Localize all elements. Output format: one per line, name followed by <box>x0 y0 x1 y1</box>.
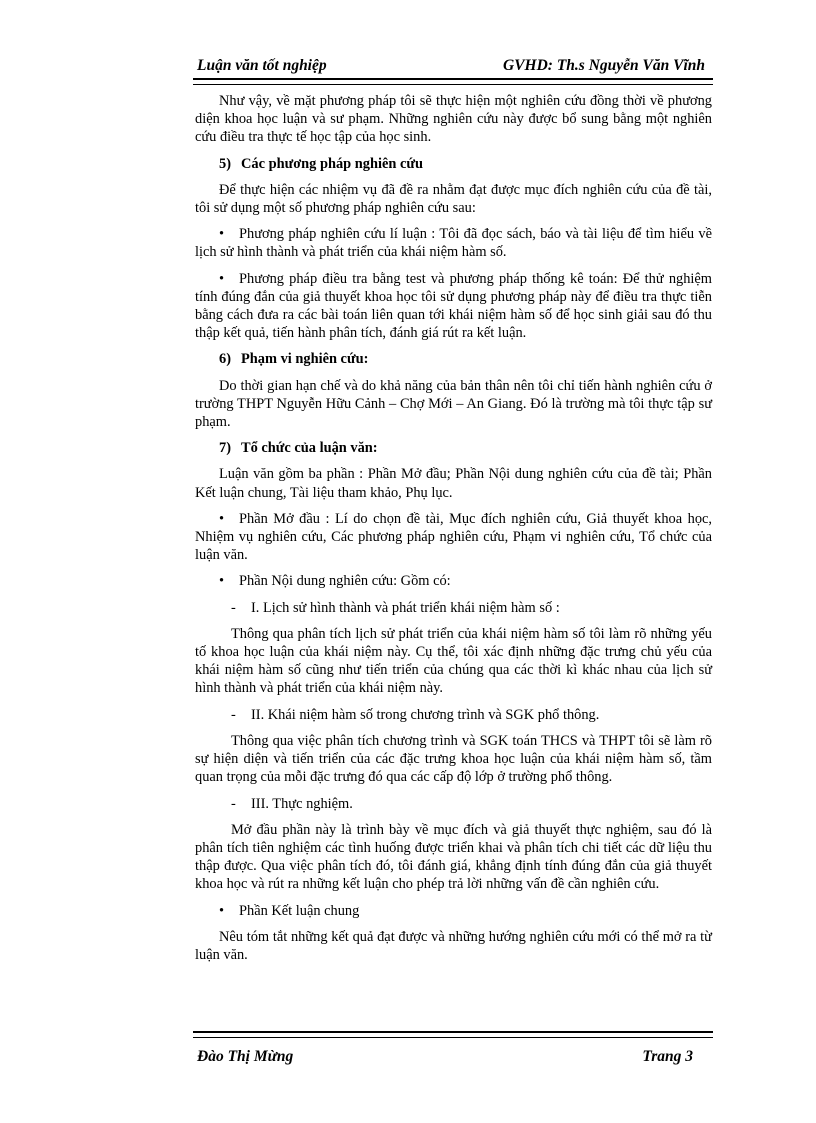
dash-text: III. Thực nghiệm. <box>251 795 353 812</box>
header-rule <box>193 78 713 85</box>
paragraph: Do thời gian hạn chế và do khả năng của bản thân nên tôi chỉ tiến hành nghiên cứu ở trường THPT Nguyễn Hữu Cảnh – Chợ Mới – An Giang. Đó là trường mà tôi thực tập sư phạm. <box>195 377 712 431</box>
page-number: Trang 3 <box>642 1048 693 1065</box>
paragraph: Như vậy, về mặt phương pháp tôi sẽ thực hiện một nghiên cứu đồng thời về phương diện khoa học luận và sư phạm. Những nghiên cứu này được bổ sung bằng một nghiên cứu điều tra thực tế học tập của học sinh. <box>195 93 712 146</box>
dash-item <box>195 795 712 813</box>
dash-text: II. Khái niệm hàm số trong chương trình và SGK phổ thông. <box>251 706 600 723</box>
page-header <box>193 57 713 77</box>
paragraph: Nêu tóm tắt những kết quả đạt được và những hướng nghiên cứu mới có thể mở ra từ luận văn. <box>195 928 712 963</box>
bullet-text: Phương pháp nghiên cứu lí luận : Tôi đã đọc sách, báo và tài liệu để tìm hiểu về lịch sử hình thành và phát triển của khái niệm hàm số. <box>195 226 712 261</box>
bullet-icon: • <box>219 573 225 590</box>
footer-author: Đào Thị Mừng <box>197 1048 294 1065</box>
bullet-text: Phương pháp điều tra bằng test và phương pháp thống kê toán: Để thử nghiệm tính đúng đắn của giả thuyết khoa học tôi sử dụng phương pháp này để điều tra thực tiễn bằng cách đưa ra các bài toán liên quan tới khái niệm hàm số để học sinh giải sau đó thu thập kết quả, tiến hành phân tích, đánh giá rút ra kết luận. <box>195 270 712 342</box>
footer-rule <box>193 1031 713 1038</box>
paragraph: Luận văn gồm ba phần : Phần Mở đầu; Phần Nội dung nghiên cứu của đề tài; Phần Kết luận chung, Tài liệu tham khảo, Phụ lục. <box>195 466 712 501</box>
bullet-icon: • <box>219 226 225 243</box>
header-advisor: GVHD: Th.s Nguyễn Văn Vĩnh <box>503 57 705 74</box>
section-number: 5) <box>219 155 231 172</box>
dash-marker: - <box>231 599 236 616</box>
section-heading <box>195 350 712 368</box>
paragraph: Thông qua phân tích lịch sử phát triển của khái niệm hàm số tôi làm rõ những yếu tố khoa học luận của khái niệm này. Cụ thể, tôi xác định những đặc trưng chủ yếu của khái niệm hàm số cũng như tiến triển của chúng qua các thời kì khác nhau của lịch sử hình thành và phát triển của khái niệm này. <box>195 625 712 697</box>
bullet-item <box>195 270 712 343</box>
bullet-item <box>195 902 712 920</box>
paragraph: Để thực hiện các nhiệm vụ đã đề ra nhằm đạt được mục đích nghiên cứu của đề tài, tôi sử dụng một số phương pháp nghiên cứu sau: <box>195 181 712 217</box>
bullet-item <box>195 572 712 590</box>
bullet-icon: • <box>219 510 225 527</box>
bullet-text: Phần Nội dung nghiên cứu: Gồm có: <box>239 573 451 590</box>
bullet-icon: • <box>219 270 225 287</box>
dash-marker: - <box>231 706 236 723</box>
paragraph: Thông qua việc phân tích chương trình và SGK toán THCS và THPT tôi sẽ làm rõ sự hiện diện và tiến triển của các đặc trưng khoa học luận của khái niệm hàm số, tầm quan trọng của mỗi đặc trưng đó qua các cấp độ lớp ở trường phổ thông. <box>195 732 712 786</box>
section-number: 6) <box>219 351 231 368</box>
section-heading <box>195 439 712 457</box>
dash-item <box>195 599 712 617</box>
dash-item <box>195 706 712 724</box>
section-title: Phạm vi nghiên cứu: <box>241 351 369 368</box>
page-footer <box>193 1048 713 1068</box>
bullet-text: Phần Mở đầu : Lí do chọn đề tài, Mục đích nghiên cứu, Giả thuyết khoa học, Nhiệm vụ nghiên cứu, Các phương pháp nghiên cứu, Phạm vi nghiên cứu, Tổ chức của luận văn. <box>195 510 712 564</box>
dash-marker: - <box>231 795 236 812</box>
bullet-item <box>195 510 712 565</box>
bullet-item <box>195 225 712 261</box>
section-title: Các phương pháp nghiên cứu <box>241 155 423 172</box>
page-body <box>195 92 712 972</box>
bullet-text: Phần Kết luận chung <box>239 902 360 919</box>
dash-text: I. Lịch sử hình thành và phát triển khái niệm hàm số : <box>251 599 560 616</box>
section-heading <box>195 155 712 173</box>
section-number: 7) <box>219 440 231 457</box>
section-title: Tổ chức của luận văn: <box>241 440 378 457</box>
bullet-icon: • <box>219 902 225 919</box>
header-title: Luận văn tốt nghiệp <box>197 57 327 74</box>
paragraph: Mở đầu phần này là trình bày về mục đích và giả thuyết thực nghiệm, sau đó là phân tích tiên nghiệm các tình huống được triển khai và phân tích chi tiết các dữ liệu thu thập được. Qua việc phân tích đó, tôi đánh giá, khẳng định tính đúng đắn của giả thuyết khoa học và rút ra những kết luận cho phép trả lời những vấn đề cần nghiên cứu. <box>195 821 712 893</box>
